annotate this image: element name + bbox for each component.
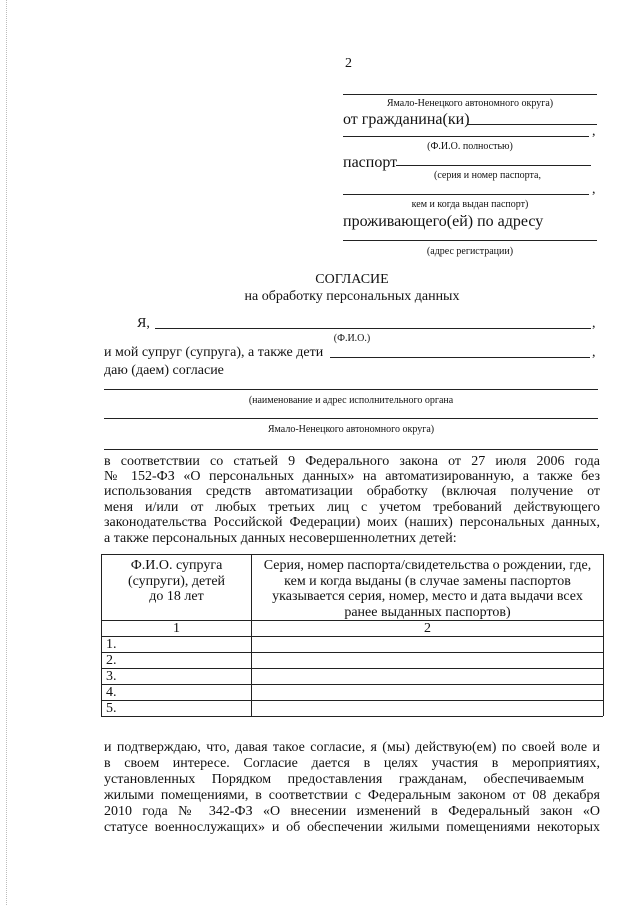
document-subtitle: на обработку персональных данных — [244, 289, 460, 304]
table-row-divider — [101, 684, 603, 685]
passport-line — [396, 165, 591, 166]
comma: , — [592, 345, 596, 360]
table-row-number: 5. — [106, 701, 117, 716]
table-row-number: 4. — [106, 685, 117, 700]
col1-number: 1 — [173, 621, 180, 636]
region-line — [343, 94, 597, 95]
table-row-divider — [101, 652, 603, 653]
from-citizen-label: от гражданина(ки) — [343, 111, 470, 128]
col1-header-line: до 18 лет — [149, 589, 204, 605]
comma: , — [592, 316, 596, 331]
col2-header-line: указывается серия, номер, место и дата выдачи всех — [272, 589, 583, 605]
col1-header-line: Ф.И.О. супруга — [130, 558, 223, 573]
comma: , — [592, 124, 596, 139]
fio-full-caption: (Ф.И.О. полностью) — [427, 141, 513, 152]
organ-line-3 — [104, 449, 598, 450]
col2-header — [252, 558, 603, 620]
closing-line: установленных Порядком предоставления гражданам, обеспечиваемым — [104, 772, 584, 787]
closing-line: в своем интересе. Согласие дается в целях участия в мероприятиях, — [104, 756, 600, 771]
citizen-name-line-2 — [343, 136, 589, 137]
address-line — [343, 240, 597, 241]
table-border-bottom — [101, 716, 603, 717]
table-row-number: 2. — [106, 653, 117, 668]
page-number: 2 — [345, 56, 352, 71]
spouse-label: и мой супруг (супруга), а также дети — [104, 345, 324, 360]
give-consent-label: даю (даем) согласие — [104, 363, 224, 378]
address-caption: (адрес регистрации) — [426, 246, 514, 257]
organ-caption: (наименование и адрес исполнительного органа — [248, 395, 454, 406]
region-caption: Ямало-Ненецкого автономного округа) — [386, 98, 554, 109]
organ-line-2 — [104, 418, 598, 419]
col1-header — [102, 558, 251, 605]
closing-line: 2010 года № 342-ФЗ «О внесении изменений в Федеральный закон «О — [104, 804, 600, 819]
applicant-name-line — [155, 328, 591, 329]
table-row-number: 3. — [106, 669, 117, 684]
passport-label: паспорт — [343, 154, 398, 171]
col2-header-line: ранее выданных паспортов) — [344, 604, 511, 620]
spouse-children-line — [330, 357, 590, 358]
col2-header-line: Серия, номер паспорта/свидетельства о рождении, где, — [263, 558, 592, 573]
passport-caption-1: (серия и номер паспорта, — [434, 170, 541, 181]
document-title: СОГЛАСИЕ — [315, 272, 389, 287]
passport-caption-2: кем и когда выдан паспорт) — [411, 199, 529, 210]
paragraph-line: законодательства Российской Федерации) моих (наших) персональных данных, — [104, 515, 600, 530]
paragraph-line: № 152-ФЗ «О персональных данных» на автоматизированную, а также без — [104, 469, 600, 484]
fio-caption: (Ф.И.О.) — [333, 333, 371, 344]
table-row-divider — [101, 700, 603, 701]
comma: , — [592, 182, 596, 197]
paragraph-line: использования средств автоматизации обработку (включая получение от — [104, 484, 600, 499]
residing-label: проживающего(ей) по адресу — [343, 213, 544, 230]
table-row-divider — [101, 668, 603, 669]
closing-line: жилыми помещениями, в соответствии с Федеральным законом от 08 декабря — [104, 788, 600, 803]
region-caption-2: Ямало-Ненецкого автономного округа) — [267, 424, 435, 435]
col1-header-line: (супруги), детей — [127, 573, 226, 589]
closing-line: статусе военнослужащих» и об обеспечении жилыми помещениями некоторых — [104, 820, 600, 835]
closing-line: и подтверждаю, что, давая такое согласие, я (мы) действую(ем) по своей воле и — [104, 740, 600, 755]
paragraph-line: меня и/или от любых третьих лиц с учетом требований действующего — [104, 500, 600, 515]
passport-line-2 — [343, 194, 589, 195]
paragraph-line: в соответствии со статьей 9 Федерального закона от 27 июля 2006 года — [104, 454, 600, 469]
col2-header-line: кем и когда выданы (в случае замены паспортов — [284, 573, 571, 589]
table-border-right — [603, 554, 604, 716]
table-row-number: 1. — [106, 637, 117, 652]
citizen-name-line — [467, 124, 597, 125]
table-border-top — [101, 554, 603, 555]
i-label: Я, — [137, 316, 150, 331]
organ-line — [104, 389, 598, 390]
paragraph-line: а также персональных данных несовершеннолетних детей: — [104, 531, 457, 546]
scan-edge — [6, 0, 7, 905]
col2-number: 2 — [424, 621, 431, 636]
